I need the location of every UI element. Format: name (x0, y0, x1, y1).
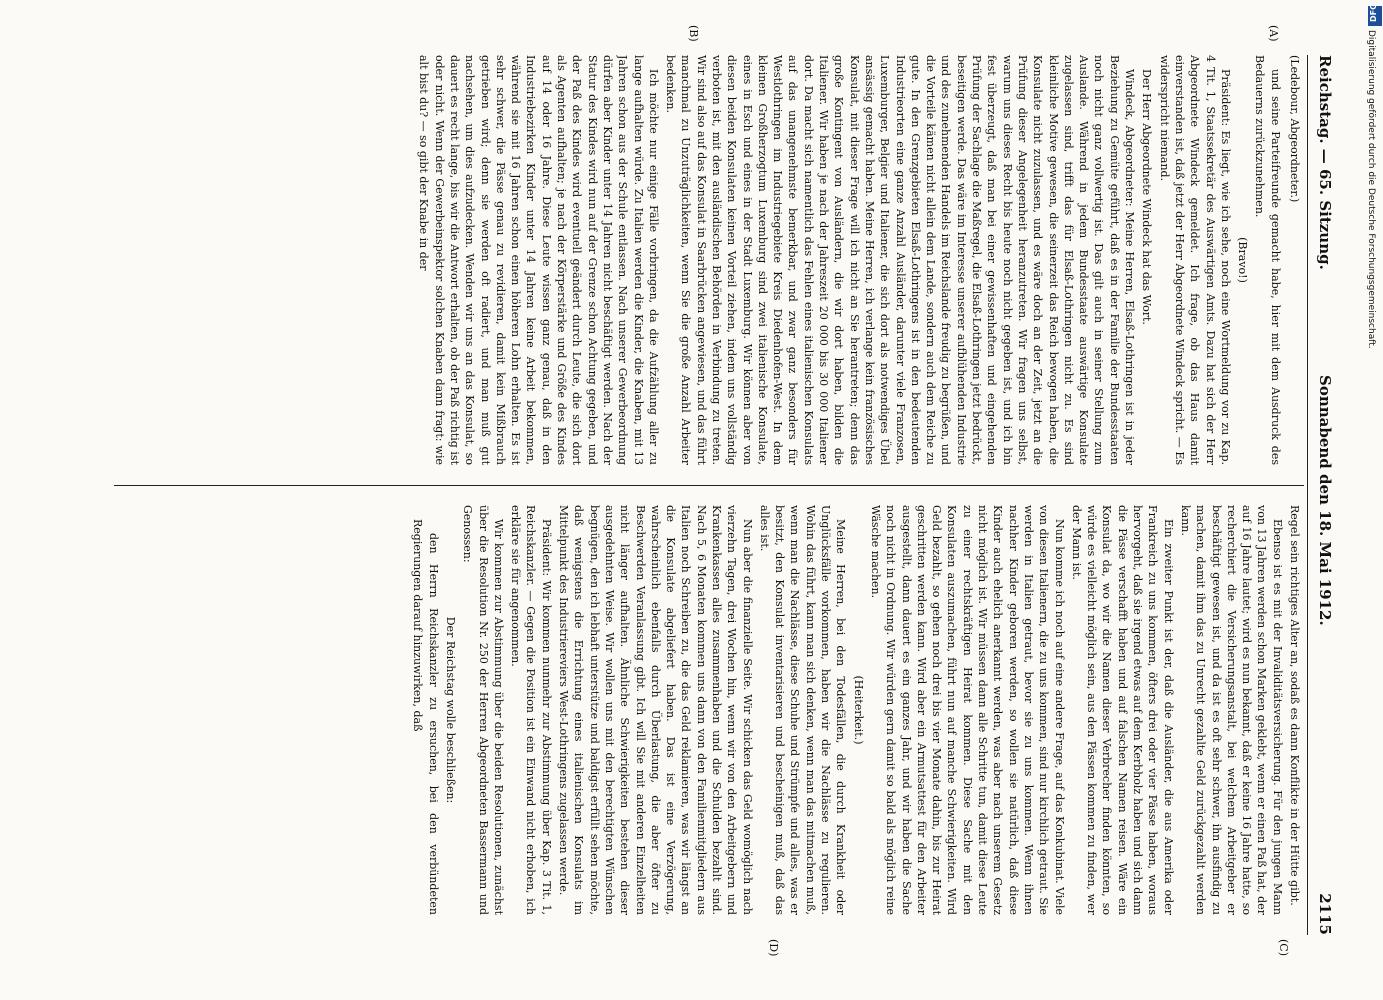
paragraph: Der Herr Abgeordnete Windeck hat das Wort. (1140, 69, 1154, 325)
header-rule (1307, 55, 1308, 935)
digitization-note (1358, 30, 1378, 1000)
margin-mark-a: (A) (1267, 25, 1280, 42)
paragraph: Präsident: Es liegt, wie ich sehe, noch eine Wortmeldung vor zu Kap. 4 Tit. 1, Staatssekretär des Auswärtigen Amts. Dazu hat sich der Herr Abgeordnete Windeck gemeldet. Ich frage, ob das Haus damit einverstanden ist, daß jetzt der Herr Abgeordnete Windeck spricht. — Es widerspricht niemand. (1157, 55, 1232, 465)
dfg-logo-text: DFG (1369, 3, 1378, 22)
paragraph: (Heiterkeit.) (851, 675, 865, 745)
paragraph: Windeck, Abgeordneter: Meine Herren, Elsaß-Lothringen ist in jeder Beziehung zu Gemüte geführt, daß es in der Familie der Bundesstaaten noch nicht ganz vollwertig ist. Das gilt auch in seiner Stellung zum Auslande. Während in jedem Bundesstaate auswärtige Konsulate zugelassen sind, trifft das für Elsaß-Lothringen nicht zu. Es sind kleinliche Motive gewesen, die seinerzeit das Reich bewogen haben, die Konsulate nicht zuzulassen, und es wäre doch an der Zeit, jetzt an die Prüfung dieser Angelegenheit heranzutreten. Wir fragen uns selbst, warum uns dieses Recht bis heute noch nicht gegeben ist, und ich bin fest überzeugt, daß man bei einer gewissenhaften und eingehenden Prüfung der Sachlage die Maßregel, die Elsaß-Lothringen jetzt bedrückt, beseitigen werde. Das wäre im Interesse unserer aufblühenden Industrie und des zunehmenden Handels im Reichslande freudig zu begrüßen, und die Vorteile kämen nicht allein dem Lande, sondern auch dem Reiche zu gute. In den Grenzgebieten Elsaß-Lothringens ist in den bedeutenden Industrieorten eine ganze Anzahl Ausländer, darunter viele Franzosen, Luxemburger, Belgier und Italiener, die sich dort als notwendiges Übel ansässig gemacht haben. Meine Herren, ich verlange kein französisches Konsulat, mit dieser Frage will ich nicht an Sie herantreten; denn das große Kontingent von Ausländern, die wir dort haben, bilden die Italiener. Wir haben je nach der Jahreszeit 20 000 bis 30 000 Italiener dort. Da macht sich namentlich das Fehlen eines italienischen Konsulats auf das unangenehmste bemerkbar, und zwar ganz besonders für Westlothringen im Industriegebiete Kreis Diedenhofen-West. In dem kleinen Großherzogtum Luxemburg sind zwei italienische Konsulate, eines in Esch und eines in der Stadt Luxemburg. Wir können aber von diesen beiden Konsulaten keinen Vorteil ziehen, indem uns vollständig verboten ist, mit den ausländischen Behörden in Verbindung zu treten. Wir sind also auf das Konsulat in Saarbrücken angewiesen, und das führt manchmal zu Unzuträglichkeiten, wenn Sie die große Anzahl Arbeiter bedenken. (664, 55, 1137, 465)
digitization-note-text: Digitalisierung gefördert durch die Deutsche Forschungsgemeinschaft. (1366, 30, 1376, 349)
paragraph: Präsident: Wir kommen nunmehr zur Abstimmung über Kap. 3 Tit. 1, Reichskanzler. — Gegen die Position ist ein Einwand nicht erhoben, ich erkläre sie für angenommen. (509, 505, 553, 915)
printed-page (90, 25, 1340, 957)
paragraph: Ein zweiter Punkt ist der, daß die Ausländer, die aus Amerika oder Frankreich zu uns kommen, öfters drei oder vier Pässe haben, woraus hervorgeht, daß sie irgend etwas auf dem Kerbholz haben und sich dann die Pässe verschafft haben und auf falschen Namen reisen. Wäre ein Konsulat da, wo wir die Namen dieser Verbrecher finden könnten, so würde es vielleicht möglich sein, aus den Pässen kommen zu finden, wer der Mann ist. (1069, 505, 1175, 915)
paragraph: Ebenso ist es mit der Invaliditätsversicherung. Für den jungen Mann von 13 Jahren werden schon Marken geklebt, wenn er einen Paß hat, der auf 16 Jahre lautet; wird es nun bekannt, daß er keine 16 Jahre hatte, so recherchiert die Versicherungsanstalt, bei welchem Arbeitgeber er beschäftigt gewesen ist, und da ist es oft sehr schwer, ihn ausfindig zu machen, damit ihm das zu Unrecht gezahlte Geld zurückgezahlt werden kann. (1178, 505, 1284, 915)
left-column (112, 55, 1302, 465)
margin-mark-c: (C) (1277, 939, 1290, 956)
right-column (112, 505, 1302, 915)
column-rule (114, 485, 1304, 486)
dfg-logo (1368, 3, 1382, 26)
margin-mark-d: (D) (767, 939, 780, 957)
margin-mark-b: (B) (687, 25, 700, 42)
paragraph: Der Reichstag wolle beschließen: (443, 616, 457, 804)
running-head-center: Sonnabend den 18. Mai 1912. (1316, 375, 1334, 626)
page-number: 2115 (1316, 893, 1334, 935)
running-head (1310, 55, 1340, 935)
running-head-left: Reichstag. — 65. Sitzung. (1316, 55, 1334, 270)
paragraph: Nun komme ich noch auf eine andere Frage, auf das Konkubinat. Viele von diesen Italienern, die zu uns kommen, sind nur kirchlich getraut. Sie werden in Italien getraut, bevor sie zu uns kommen. Wenn ihnen nachher Kinder geboren werden, so wollen sie natürlich, daß diese Kinder auch ehelich anerkannt werden, was aber nach unserem Gesetz nicht möglich ist. Wir müssen dann alle Schritte tun, damit diese Leute zu einer rechtskräftigen Heirat kommen. Diese Sache mit den Konsulaten auszumachen, führt nun auf manche Schwierigkeiten. Wird Geld bezahlt, so gehen noch drei bis vier Monate dahin, bis zur Heirat geschritten werden kann. Wird aber ein Armutsattest für den Arbeiter ausgestellt, dann dauert es ein ganzes Jahr, und wir haben die Sache noch nicht in Ordnung. Wir würden gern damit so bald als möglich reine Wäsche machen. (868, 505, 1066, 915)
paragraph: Meine Herren, bei den Todesfällen, die durch Krankheit oder Unglücksfälle vorkommen, haben wir die Nachlässe zu regulieren. Wohin das führt, kann man sich denken, wenn man das mitmachen muß, wenn man die Nachlässe, diese Schuhe und Strümpfe und alles, was er besitzt, den Konsulat inventarisieren und bescheinigen muß, daß das alles ist. (757, 505, 848, 915)
paragraph: Nun aber die finanzielle Seite. Wir schicken das Geld womöglich nach vierzehn Tagen, drei Wochen hin, wenn wir von den Arbeitgebern und Krankenkassen alles zusammenhaben und die Schulden bezahlt sind. Nach 5, 6 Monaten kommen uns dann von den Familienmitgliedern aus Italien noch Schreiben zu, die das Geld reklamieren, was wir längst an die Konsulate abgeliefert haben. Das ist eine Verzögerung, wahrscheinlich ebenfalls durch Überlastung, die aber öfter zu Beschwerden Veranlassung gibt. Ich will Sie mit anderen Einzelheiten nicht länger aufhalten. Ähnliche Schwierigkeiten bestehen dieser ausgedehnten Weise. Wir wollen uns mit den berechtigten Wünschen begnügen, den ich lebhaft unterstütze und baldigst erfüllt sehen möchte, daß wenigstens die Errichtung eines italienischen Konsulats im Mittelpunkt des Industriereviers West-Lothringens zugelassen werde. (557, 505, 754, 915)
paragraph: (Bravo!) (1236, 237, 1250, 283)
paragraph: Ich möchte nur einige Fälle vorbringen, da die Aufzählung aller zu lange aufhalten würde. Zu Italien werden die Kinder, die Knaben, mit 13 Jahren schon aus der Schule entlassen. Nach unserer Gewerbeordnung dürfen aber Kinder unter 14 Jahren nicht beschäftigt werden. Nach der Statur des Kindes wird nun auf der Grenze schon Achtung gegeben, und der Paß des Kindes wird eventuell geändert durch Leute, die sich dort als Agenten aufhalten; je nach der Körperstärke und Größe des Kindes auf 14 oder 16 Jahre. Diese Leute wissen ganz genau, daß in den Industriebezirken Kinder unter 14 Jahren keine Arbeit bekommen, während sie mit 16 Jahren schon einen höheren Lohn erhalten. Es ist sehr schwer, die Pässe genau zu revidieren, damit kein Mißbrauch getrieben wird; denn sie werden oft radiert, und man muß gut nachsehen, um dies aufzudecken. Wenden wir uns an das Konsulat, so dauert es recht lange, bis wir die Antwort erhalten, ob der Paß richtig ist oder nicht. Wenn der Gewerbeinspektor solchen Knaben dann fragt: wie alt bist du? — so gibt der Knabe in der (417, 55, 660, 465)
paragraph: Wir kommen zur Abstimmung über die beiden Resolutionen, zunächst über die Resolution Nr. 250 der Herren Abgeordneten Bassermann und Genossen: (461, 505, 505, 915)
paragraph: den Herrn Reichskanzler zu ersuchen, bei den verbündeten Regierungen darauf hinzuwirken, daß (411, 519, 440, 915)
speaker-header: (Ledebour, Abgeordneter.) (1288, 55, 1301, 203)
paragraph: und seine Parteifreunde gemacht habe, hier mit dem Ausdruck des Bedauerns zurückzunehmen. (1253, 55, 1282, 465)
paragraph: Regel sein richtiges Alter an, sodaß es dann Konflikte in der Hütte gibt. (1288, 505, 1301, 906)
